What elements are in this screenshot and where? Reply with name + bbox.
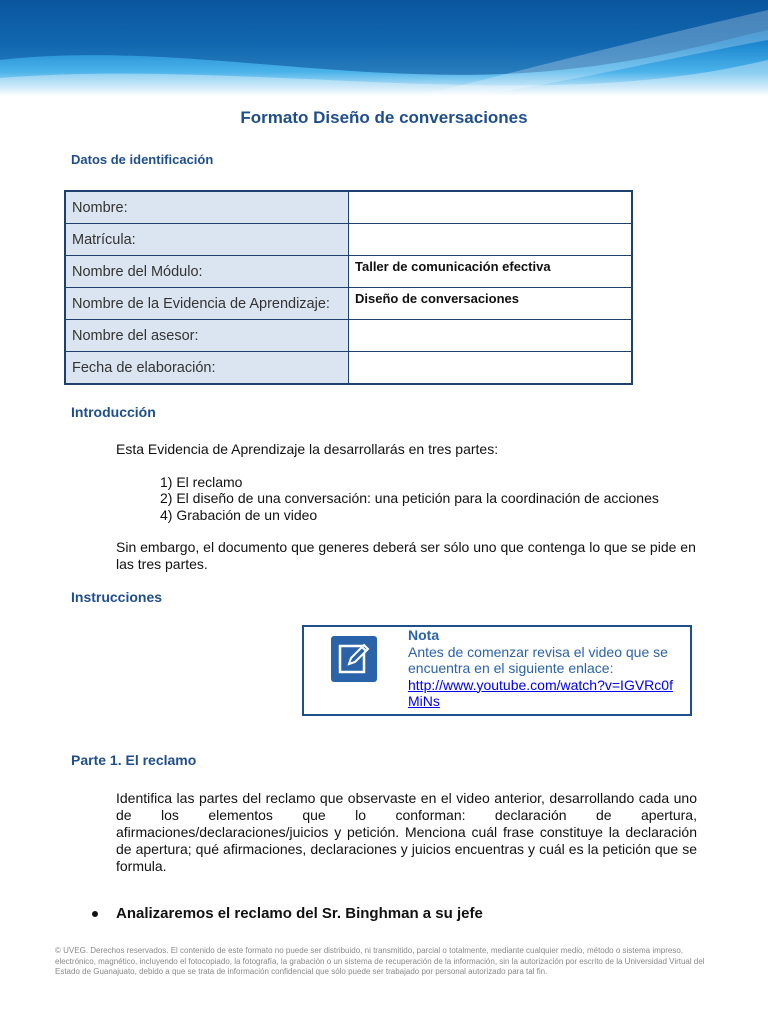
row-value-input[interactable]	[349, 191, 633, 224]
intro-closing: Sin embargo, el documento que generes deberá ser sólo uno que contenga lo que se pide en las tres partes.	[116, 539, 696, 572]
row-label: Nombre:	[65, 191, 349, 224]
row-value-input[interactable]	[349, 352, 633, 385]
row-label: Fecha de elaboración:	[65, 352, 349, 385]
list-item: 4) Grabación de un video	[160, 507, 318, 523]
part1-heading: Parte 1. El reclamo	[71, 752, 197, 768]
list-item: 2) El diseño de una conversación: una petición para la coordinación de acciones	[160, 490, 659, 506]
identification-heading: Datos de identificación	[71, 152, 214, 167]
list-item: 1) El reclamo	[160, 474, 243, 490]
table-row	[65, 320, 632, 352]
table-row	[65, 352, 632, 385]
row-label: Matrícula:	[65, 224, 349, 256]
row-value-input[interactable]	[349, 224, 633, 256]
video-link[interactable]: http://www.youtube.com/watch?v=IGVRc0fMiNs	[408, 676, 673, 709]
note-content	[408, 627, 683, 710]
footer-copyright: © UVEG. Derechos reservados. El contenido de este formato no puede ser distribuido, ni transmitido, parcial o totalmente, mediante cualquier medio, método o sistema impreso, electrónico, magnético, incluyendo el fotocopiado, la fotografía, la grabación o un sistema de recuperación de la información, sin la autorización por escrito de la Universidad Virtual del Estado de Guanajuato, debido a que se trata de información confidencial que sólo puede ser trabajado por personal autorizado para tal fin.	[55, 946, 705, 976]
row-value-input[interactable]	[349, 320, 633, 352]
row-value-input[interactable]: Taller de comunicación efectiva	[349, 256, 633, 288]
table-row	[65, 191, 632, 224]
row-value-input[interactable]: Diseño de conversaciones	[349, 288, 633, 320]
bullet-text: Analizaremos el reclamo del Sr. Binghman a su jefe	[116, 905, 483, 922]
row-label: Nombre del asesor:	[65, 320, 349, 352]
intro-lead: Esta Evidencia de Aprendizaje la desarrollarás en tres partes:	[116, 441, 499, 457]
bullet-item	[92, 905, 483, 922]
note-title: Nota	[408, 627, 440, 643]
edit-note-icon	[331, 636, 377, 682]
part1-body: Identifica las partes del reclamo que observaste en el video anterior, desarrollando cada uno de los elementos que lo conforman: declaración de apertura, afirmaciones/declaraciones/juicios y petición. Menciona cuál frase constituye la declaración de apertura; qué afirmaciones, declaraciones y juicios encuentras y cuál es la petición que se formula.	[116, 790, 697, 874]
header-wave-graphic	[0, 0, 768, 96]
table-row	[65, 256, 632, 288]
bullet-icon	[92, 911, 98, 917]
table-row	[65, 224, 632, 256]
row-label: Nombre de la Evidencia de Aprendizaje:	[65, 288, 349, 320]
instructions-heading: Instrucciones	[71, 589, 163, 605]
identification-table	[64, 190, 633, 385]
note-text: Antes de comenzar revisa el video que se encuentra en el siguiente enlace:	[408, 643, 668, 676]
intro-heading: Introducción	[71, 404, 156, 420]
header-banner	[0, 0, 768, 96]
note-box	[302, 625, 692, 716]
row-label: Nombre del Módulo:	[65, 256, 349, 288]
table-row	[65, 288, 632, 320]
document-title: Formato Diseño de conversaciones	[240, 108, 528, 127]
